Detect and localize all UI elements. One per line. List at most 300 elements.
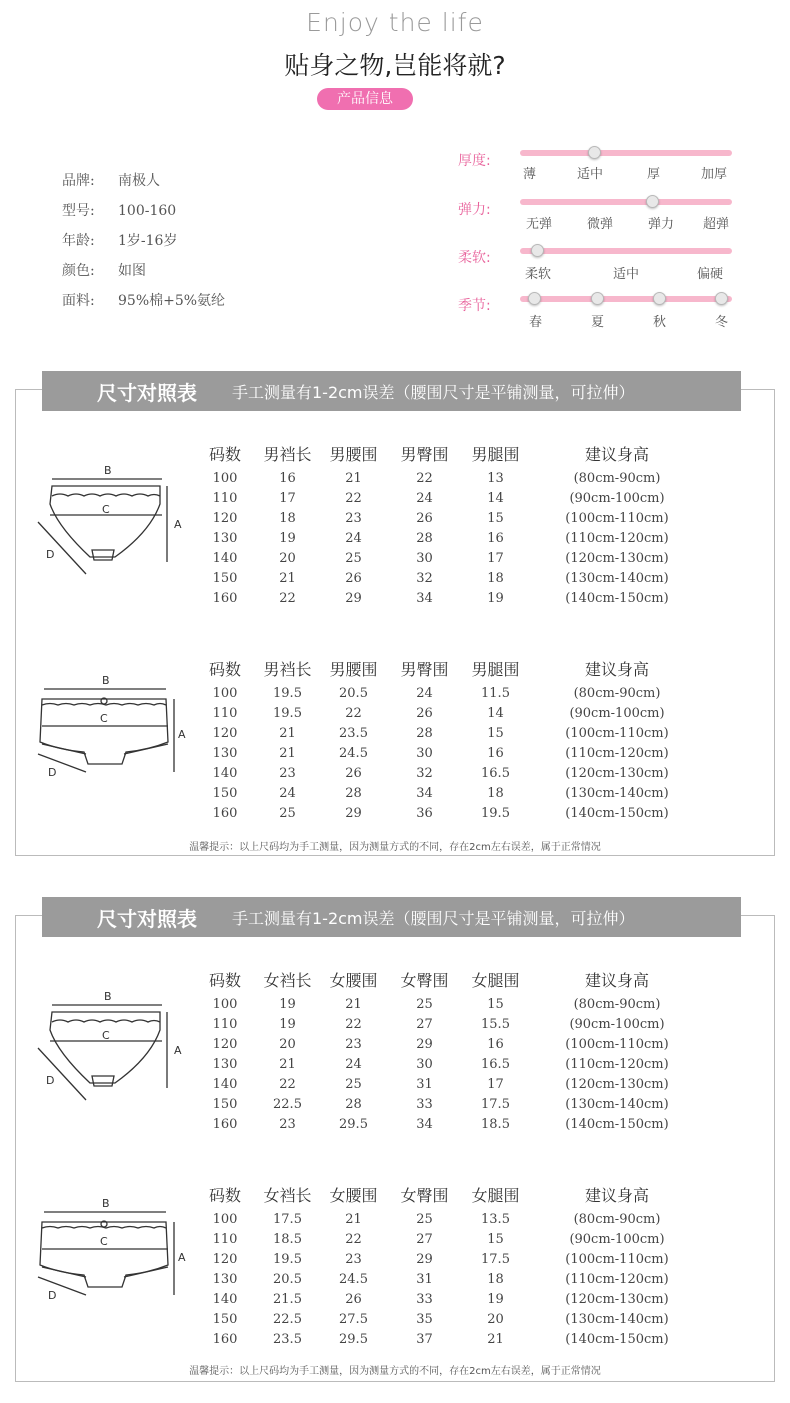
table-cell: 26 [416,705,433,721]
column-header: 男腰围 [329,659,378,679]
info-key: 年龄: [62,233,95,249]
diagram-label-a: A [174,1044,182,1057]
info-key: 型号: [62,203,95,219]
table-cell: 120 [212,1036,238,1052]
elasticity-option: 弹力 [648,217,675,232]
table-cell: 35 [416,1311,433,1327]
table-cell: 24 [416,490,433,506]
table-row [200,703,710,723]
size-chart-banner [42,371,741,411]
table-cell: 20.5 [273,1271,302,1287]
size-table-boys-boxers [200,653,710,823]
size-table-header-row [200,438,710,468]
banner-title: 尺寸对照表 [97,907,197,931]
table-cell: 160 [212,1116,238,1132]
diagram-label-d: D [46,1074,55,1087]
banner-subtitle: 手工测量有1-2cm误差（腰围尺寸是平铺测量，可拉伸） [232,383,635,402]
table-cell: 19.5 [273,705,302,721]
table-row [200,1209,710,1229]
column-header: 女臀围 [400,970,449,990]
table-cell: 17 [487,550,504,566]
table-cell: 16.5 [481,765,510,781]
table-cell: 25 [416,1211,433,1227]
table-cell: 23.5 [339,725,368,741]
table-cell: 18.5 [273,1231,302,1247]
info-row-brand [62,170,160,190]
table-cell: 23 [345,1036,362,1052]
table-cell: 23 [279,765,296,781]
table-cell: 24 [416,685,433,701]
table-cell: 28 [416,530,433,546]
table-cell: 14 [487,490,504,506]
column-header: 码数 [208,659,241,679]
table-cell: 15.5 [481,1016,510,1032]
table-cell: 29 [345,590,362,606]
table-row [200,783,710,803]
column-header: 建议身高 [584,659,649,679]
boxer-diagram [30,1195,190,1315]
table-cell: 23 [345,1251,362,1267]
table-row [200,1249,710,1269]
elasticity-label: 弹力: [458,202,491,218]
diagram-label-a: A [178,1251,186,1264]
table-cell: 34 [416,785,433,801]
table-cell: (80cm-90cm) [573,685,661,701]
column-header: 男腿围 [471,444,520,464]
table-cell: 22 [279,590,296,606]
table-cell: 19 [487,590,504,606]
table-cell: 140 [212,765,238,781]
table-cell: 26 [416,510,433,526]
table-row [200,568,710,588]
softness-option: 偏硬 [697,267,724,282]
table-cell: 13.5 [481,1211,510,1227]
thickness-track [520,150,732,156]
table-cell: 33 [416,1291,433,1307]
table-cell: 19.5 [273,685,302,701]
table-cell: 100 [212,685,238,701]
season-indicator [653,292,666,305]
column-header: 建议身高 [584,444,649,464]
info-row-age [62,230,177,250]
thickness-option: 加厚 [701,167,728,182]
table-cell: (80cm-90cm) [573,1211,661,1227]
table-cell: 20.5 [339,685,368,701]
column-header: 男裆长 [263,444,312,464]
table-cell: (100cm-110cm) [565,725,669,741]
table-cell: 25 [345,550,362,566]
table-cell: (90cm-100cm) [569,1231,665,1247]
elasticity-option: 无弹 [526,217,553,232]
table-cell: 18 [487,570,504,586]
table-row [200,763,710,783]
info-key: 面料: [62,293,95,309]
table-cell: 21 [279,570,296,586]
table-row [200,1114,710,1134]
elasticity-track [520,199,732,205]
info-value: 100-160 [118,203,177,219]
season-indicator [528,292,541,305]
table-cell: 16 [487,745,504,761]
column-header: 男裆长 [263,659,312,679]
table-cell: (110cm-120cm) [565,1056,669,1072]
table-cell: 30 [416,1056,433,1072]
table-cell: (110cm-120cm) [565,1271,669,1287]
table-cell: 15 [487,725,504,741]
briefs-diagram [30,462,190,582]
banner-subtitle: 手工测量有1-2cm误差（腰围尺寸是平铺测量，可拉伸） [232,909,635,928]
table-cell: (130cm-140cm) [565,1311,669,1327]
table-cell: 110 [212,1231,238,1247]
table-cell: 22 [279,1076,296,1092]
diagram-label-b: B [102,674,110,687]
size-table-header-row [200,964,710,994]
measurement-note: 温馨提示：以上尺码均为手工测量，因为测量方式的不同，存在2cm左右误差，属于正常情况 [189,842,601,853]
table-cell: 130 [212,1056,238,1072]
table-cell: (90cm-100cm) [569,1016,665,1032]
diagram-label-b: B [102,1197,110,1210]
table-cell: (130cm-140cm) [565,570,669,586]
table-cell: 19 [279,1016,296,1032]
table-row [200,1014,710,1034]
thickness-label: 厚度: [458,153,491,169]
table-cell: 130 [212,1271,238,1287]
table-cell: 22.5 [273,1311,302,1327]
column-header: 女裆长 [263,970,312,990]
table-cell: 130 [212,530,238,546]
diagram-label-b: B [104,990,112,1003]
column-header: 男臀围 [400,659,449,679]
table-cell: 100 [212,996,238,1012]
season-option: 冬 [715,315,729,330]
thickness-option: 薄 [523,167,537,182]
table-cell: 28 [416,725,433,741]
table-cell: 18 [487,785,504,801]
table-cell: 23.5 [273,1331,302,1347]
table-cell: 15 [487,510,504,526]
elasticity-indicator [646,195,659,208]
table-cell: 150 [212,1096,238,1112]
table-cell: 31 [416,1271,433,1287]
column-header: 码数 [208,444,241,464]
column-header: 女腰围 [329,970,378,990]
table-cell: 150 [212,785,238,801]
table-cell: (110cm-120cm) [565,745,669,761]
diagram-label-b: B [104,464,112,477]
table-cell: 29 [345,805,362,821]
table-cell: 18 [279,510,296,526]
column-header: 男腿围 [471,659,520,679]
table-row [200,1329,710,1349]
table-row [200,1309,710,1329]
table-cell: (140cm-150cm) [565,1331,669,1347]
table-cell: 30 [416,745,433,761]
table-cell: (90cm-100cm) [569,705,665,721]
table-cell: 15 [487,996,504,1012]
table-cell: 22 [345,1016,362,1032]
diagram-label-a: A [178,728,186,741]
product-info-badge: 产品信息 [317,88,413,110]
header-chinese-title: 贴身之物,岂能将就? [284,51,506,80]
table-cell: 21 [345,996,362,1012]
table-row [200,723,710,743]
table-cell: 150 [212,570,238,586]
info-row-model [62,200,176,220]
thickness-option: 适中 [577,167,604,182]
table-cell: 25 [279,805,296,821]
season-option: 秋 [653,315,667,330]
table-cell: 24.5 [339,745,368,761]
table-row [200,1269,710,1289]
table-cell: 140 [212,550,238,566]
table-cell: 11.5 [481,685,510,701]
info-value: 如图 [118,263,146,279]
column-header: 男腰围 [329,444,378,464]
size-table-girls-boxers [200,1179,710,1349]
table-cell: 17 [279,490,296,506]
table-cell: (130cm-140cm) [565,785,669,801]
table-cell: 32 [416,765,433,781]
table-cell: 29 [416,1251,433,1267]
table-cell: 19 [279,996,296,1012]
table-cell: 120 [212,725,238,741]
table-cell: 20 [279,550,296,566]
table-cell: (130cm-140cm) [565,1096,669,1112]
table-cell: 27 [416,1231,433,1247]
table-cell: 150 [212,1311,238,1327]
table-cell: 13 [487,470,504,486]
table-cell: 29.5 [339,1116,368,1132]
info-key: 品牌: [62,173,95,189]
table-row [200,588,710,608]
column-header: 女腰围 [329,1185,378,1205]
table-cell: 18 [487,1271,504,1287]
column-header: 女腿围 [471,970,520,990]
table-cell: (140cm-150cm) [565,590,669,606]
table-cell: 17.5 [481,1251,510,1267]
boxer-diagram [30,672,190,792]
table-cell: 22 [416,470,433,486]
table-cell: 22 [345,1231,362,1247]
diagram-label-c: C [102,503,110,516]
diagram-label-c: C [100,712,108,725]
table-cell: 23 [279,1116,296,1132]
size-table-body [200,994,710,1134]
table-cell: 37 [416,1331,433,1347]
column-header: 码数 [208,1185,241,1205]
briefs-diagram [30,988,190,1108]
column-header: 女裆长 [263,1185,312,1205]
table-cell: 29.5 [339,1331,368,1347]
table-cell: 16 [279,470,296,486]
table-cell: 32 [416,570,433,586]
table-cell: 26 [345,570,362,586]
table-row [200,683,710,703]
size-chart-banner [42,897,741,937]
size-table-header-row [200,1179,710,1209]
table-cell: 18.5 [481,1116,510,1132]
table-cell: 19 [279,530,296,546]
table-cell: 23 [345,510,362,526]
table-cell: 21 [279,725,296,741]
table-cell: 33 [416,1096,433,1112]
table-row [200,528,710,548]
table-cell: 16 [487,530,504,546]
table-row [200,1229,710,1249]
info-value: 南极人 [118,173,160,189]
table-cell: 24 [345,1056,362,1072]
table-cell: (140cm-150cm) [565,1116,669,1132]
table-cell: 100 [212,470,238,486]
table-cell: (120cm-130cm) [565,550,669,566]
table-cell: 22.5 [273,1096,302,1112]
table-cell: 24 [279,785,296,801]
table-cell: (100cm-110cm) [565,510,669,526]
season-label: 季节: [458,298,491,314]
info-row-color [62,260,146,280]
table-cell: 34 [416,590,433,606]
table-cell: 17.5 [273,1211,302,1227]
table-cell: 120 [212,1251,238,1267]
table-row [200,994,710,1014]
table-cell: 21 [279,745,296,761]
thickness-indicator [588,146,601,159]
table-cell: 27 [416,1016,433,1032]
table-cell: 140 [212,1291,238,1307]
info-key: 颜色: [62,263,95,279]
table-cell: 22 [345,490,362,506]
table-cell: 14 [487,705,504,721]
season-track [520,296,732,302]
table-row [200,508,710,528]
table-cell: (120cm-130cm) [565,1291,669,1307]
size-table-body [200,468,710,608]
table-cell: 16 [487,1036,504,1052]
table-row [200,548,710,568]
table-cell: 130 [212,745,238,761]
table-cell: 21.5 [273,1291,302,1307]
table-row [200,1054,710,1074]
table-cell: (80cm-90cm) [573,470,661,486]
table-cell: 17 [487,1076,504,1092]
table-row [200,743,710,763]
table-cell: 15 [487,1231,504,1247]
table-cell: (120cm-130cm) [565,1076,669,1092]
table-cell: 19 [487,1291,504,1307]
elasticity-option: 微弹 [587,217,614,232]
table-cell: 26 [345,1291,362,1307]
table-cell: 110 [212,1016,238,1032]
table-row [200,468,710,488]
banner-title: 尺寸对照表 [97,381,197,405]
table-cell: (90cm-100cm) [569,490,665,506]
season-indicator [591,292,604,305]
softness-option: 柔软 [525,267,552,282]
size-table-body [200,1209,710,1349]
table-cell: 30 [416,550,433,566]
table-cell: 21 [345,470,362,486]
table-cell: 20 [279,1036,296,1052]
size-table-header-row [200,653,710,683]
table-cell: 26 [345,765,362,781]
diagram-label-d: D [48,766,57,779]
table-cell: (80cm-90cm) [573,996,661,1012]
table-cell: 25 [416,996,433,1012]
table-row [200,488,710,508]
season-option: 夏 [591,315,605,330]
table-cell: 110 [212,490,238,506]
table-cell: 17.5 [481,1096,510,1112]
table-cell: 21 [279,1056,296,1072]
table-row [200,803,710,823]
table-row [200,1094,710,1114]
table-cell: 160 [212,805,238,821]
header-english-title: Enjoy the life [306,8,484,37]
table-cell: 34 [416,1116,433,1132]
softness-label: 柔软: [458,250,491,266]
thickness-option: 厚 [647,167,661,182]
table-cell: 140 [212,1076,238,1092]
table-cell: 16.5 [481,1056,510,1072]
table-cell: 29 [416,1036,433,1052]
column-header: 女臀围 [400,1185,449,1205]
softness-track [520,248,732,254]
column-header: 女腿围 [471,1185,520,1205]
diagram-label-a: A [174,518,182,531]
softness-option: 适中 [613,267,640,282]
table-cell: 25 [345,1076,362,1092]
info-value: 1岁-16岁 [118,233,178,249]
column-header: 建议身高 [584,1185,649,1205]
softness-indicator [531,244,544,257]
table-row [200,1289,710,1309]
table-cell: 160 [212,1331,238,1347]
column-header: 码数 [208,970,241,990]
table-cell: 19.5 [273,1251,302,1267]
table-cell: 120 [212,510,238,526]
table-cell: 24.5 [339,1271,368,1287]
diagram-label-d: D [48,1289,57,1302]
column-header: 建议身高 [584,970,649,990]
table-cell: (100cm-110cm) [565,1251,669,1267]
table-cell: 27.5 [339,1311,368,1327]
table-row [200,1034,710,1054]
elasticity-option: 超弹 [703,217,730,232]
table-cell: 160 [212,590,238,606]
table-cell: 22 [345,705,362,721]
table-cell: 19.5 [481,805,510,821]
info-value: 95%棉+5%氨纶 [118,293,226,309]
table-cell: 31 [416,1076,433,1092]
table-cell: 20 [487,1311,504,1327]
table-cell: (120cm-130cm) [565,765,669,781]
diagram-label-d: D [46,548,55,561]
table-cell: 100 [212,1211,238,1227]
table-cell: (140cm-150cm) [565,805,669,821]
table-row [200,1074,710,1094]
size-table-boys-briefs [200,438,710,608]
diagram-label-c: C [102,1029,110,1042]
table-cell: (110cm-120cm) [565,530,669,546]
table-cell: 36 [416,805,433,821]
season-indicator [715,292,728,305]
size-table-body [200,683,710,823]
table-cell: 28 [345,1096,362,1112]
column-header: 男臀围 [400,444,449,464]
table-cell: 110 [212,705,238,721]
info-row-fabric [62,290,225,310]
table-cell: 24 [345,530,362,546]
